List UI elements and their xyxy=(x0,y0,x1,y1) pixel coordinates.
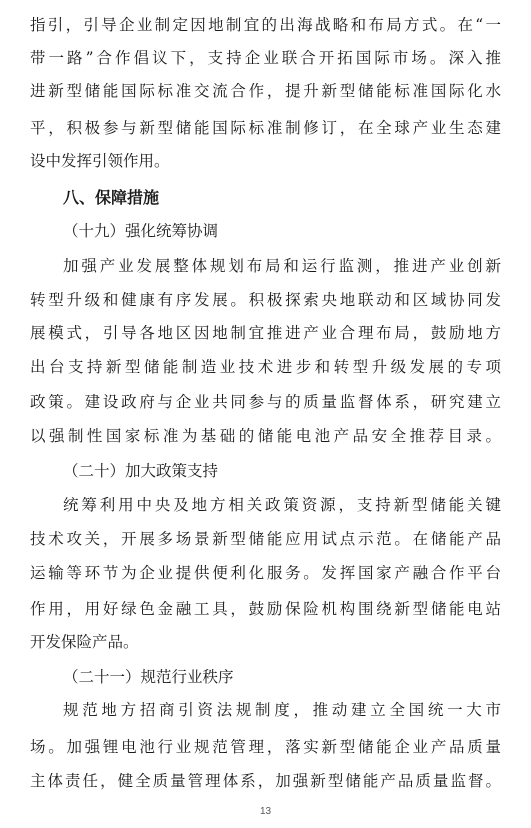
text-line: 以强制性国家标准为基础的储能电池产品安全推荐目录。 xyxy=(30,427,501,445)
page-number: 13 xyxy=(259,806,272,817)
text-line: 统筹利用中央及地方相关政策资源，支持新型储能关键 xyxy=(63,496,501,514)
text-line: 政策。建设政府与企业共同参与的质量监督体系，研究建立 xyxy=(30,393,501,411)
text-line: 主体责任，健全质量管理体系，加强新型储能产品质量监督。 xyxy=(30,772,501,790)
section-heading: 八、保障措施 xyxy=(63,188,160,207)
text-line: 加强产业发展整体规划布局和运行监测，推进产业创新 xyxy=(63,257,501,275)
text-line: 技术攻关，开展多场景新型储能应用试点示范。在储能产品 xyxy=(30,530,501,548)
text-line: 进新型储能国际标准交流合作，提升新型储能标准国际化水 xyxy=(30,82,501,100)
text-line: 规范地方招商引资法规制度，推动建立全国统一大市 xyxy=(63,701,501,719)
subsection-heading: （二十）加大政策支持 xyxy=(63,462,219,480)
text-line: 平，积极参与新型储能国际标准制修订，在全球产业生态建 xyxy=(30,119,501,137)
text-line: 展模式，引导各地区因地制宜推进产业合理布局，鼓励地方 xyxy=(30,324,501,342)
text-line: 带一路”合作倡议下，支持企业联合开拓国际市场。深入推 xyxy=(30,49,501,67)
text-line: 出台支持新型储能制造业技术进步和转型升级发展的专项 xyxy=(30,358,501,376)
subsection-heading: （二十一）规范行业秩序 xyxy=(63,668,234,686)
text-line: 开发保险产品。 xyxy=(30,633,139,651)
subsection-heading: （十九）强化统筹协调 xyxy=(63,222,219,240)
text-line: 运输等环节为企业提供便利化服务。发挥国家产融合作平台 xyxy=(30,564,501,582)
text-line: 设中发挥引领作用。 xyxy=(30,152,170,170)
text-line: 作用，用好绿色金融工具，鼓励保险机构围绕新型储能电站 xyxy=(30,600,501,618)
text-line: 指引，引导企业制定因地制宜的出海战略和布局方式。在“一 xyxy=(30,16,501,34)
text-line: 转型升级和健康有序发展。积极探索央地联动和区域协同发 xyxy=(30,291,501,309)
text-line: 场。加强锂电池行业规范管理，落实新型储能企业产品质量 xyxy=(30,738,501,756)
